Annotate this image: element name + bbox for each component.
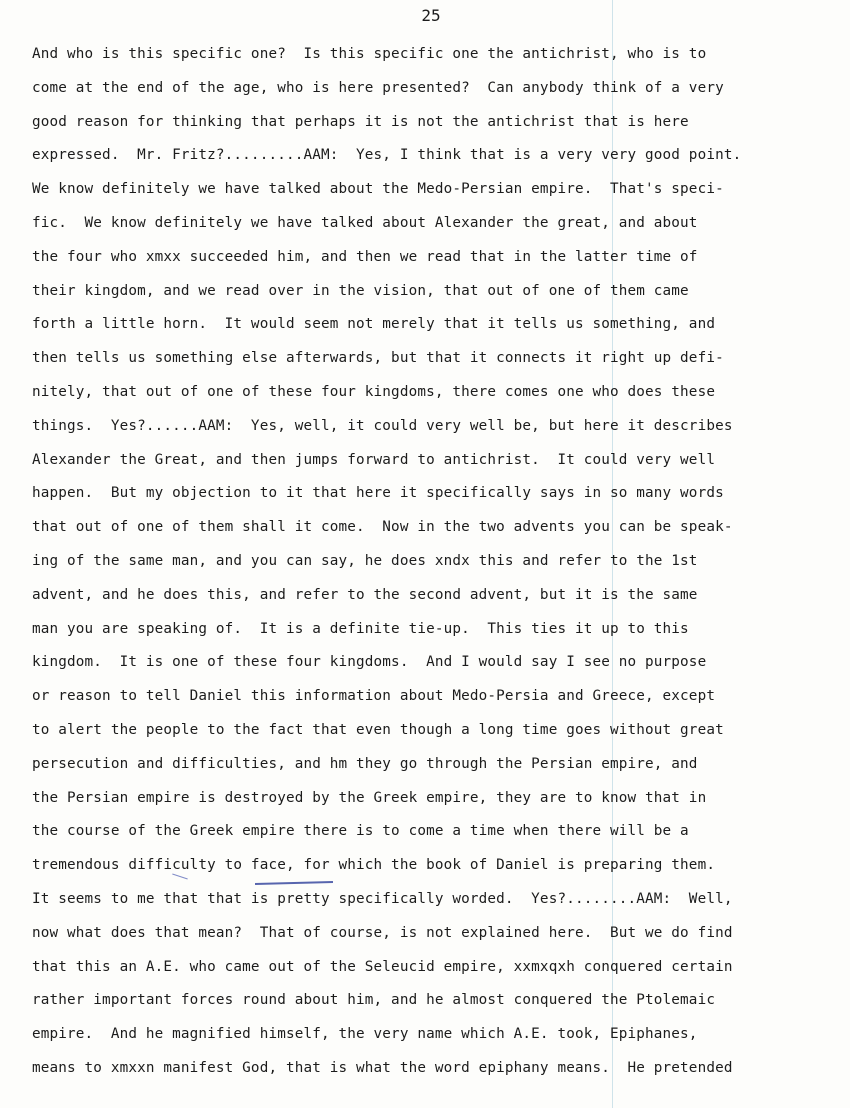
text-line: empire. And he magnified himself, the very name which A.E. took, Epiphanes, (32, 1026, 698, 1043)
text-line: tremendous difficulty to face, for which the book of Daniel is preparing them. (32, 857, 716, 874)
text-line: forth a little horn. It would seem not merely that it tells us something, and (32, 316, 716, 333)
text-line: things. Yes?......AAM: Yes, well, it could very well be, but here it describes (32, 417, 733, 434)
text-line: then tells us something else afterwards, but that it connects it right up defi- (32, 350, 724, 367)
text-line: the Persian empire is destroyed by the Greek empire, they are to know that in (32, 789, 707, 806)
text-line: their kingdom, and we read over in the vision, that out of one of them came (32, 282, 689, 299)
text-line: expressed. Mr. Fritz?.........AAM: Yes, I think that is a very very good point. (32, 147, 742, 164)
page-number: 25 (421, 6, 441, 25)
text-line: that this an A.E. who came out of the Seleucid empire, xxmxqxh conquered certain (32, 958, 733, 975)
text-line: the course of the Greek empire there is to come a time when there will be a (32, 823, 689, 840)
typed-text-body (32, 38, 741, 1086)
text-line: We know definitely we have talked about the Medo-Persian empire. That's speci- (32, 181, 724, 198)
text-line: rather important forces round about him, and he almost conquered the Ptolemaic (32, 992, 716, 1009)
text-line: advent, and he does this, and refer to the second advent, but it is the same (32, 586, 698, 603)
text-line: or reason to tell Daniel this information about Medo-Persia and Greece, except (32, 688, 716, 705)
text-line: happen. But my objection to it that here it specifically says in so many words (32, 485, 724, 502)
text-line: man you are speaking of. It is a definite tie-up. This ties it up to this (32, 620, 689, 637)
text-line: come at the end of the age, who is here presented? Can anybody think of a very (32, 79, 724, 96)
text-line: kingdom. It is one of these four kingdoms. And I would say I see no purpose (32, 654, 707, 671)
text-line: Alexander the Great, and then jumps forward to antichrist. It could very well (32, 451, 716, 468)
text-line: good reason for thinking that perhaps it is not the antichrist that is here (32, 113, 689, 130)
text-line: ing of the same man, and you can say, he does xndx this and refer to the 1st (32, 552, 698, 569)
text-line: persecution and difficulties, and hm they go through the Persian empire, and (32, 755, 698, 772)
text-line: fic. We know definitely we have talked about Alexander the great, and about (32, 214, 698, 231)
text-line: nitely, that out of one of these four kingdoms, there comes one who does these (32, 383, 716, 400)
text-line: that out of one of them shall it come. Now in the two advents you can be speak- (32, 519, 733, 536)
text-line: And who is this specific one? Is this specific one the antichrist, who is to (32, 46, 707, 62)
text-line: It seems to me that that is pretty specifically worded. Yes?........AAM: Well, (32, 890, 733, 907)
text-line: the four who xmxx succeeded him, and then we read that in the latter time of (32, 248, 698, 265)
text-line: to alert the people to the fact that even though a long time goes without great (32, 721, 724, 738)
text-line: means to xmxxn manifest God, that is what the word epiphany means. He pretended (32, 1059, 733, 1076)
text-line: now what does that mean? That of course, is not explained here. But we do find (32, 924, 733, 941)
